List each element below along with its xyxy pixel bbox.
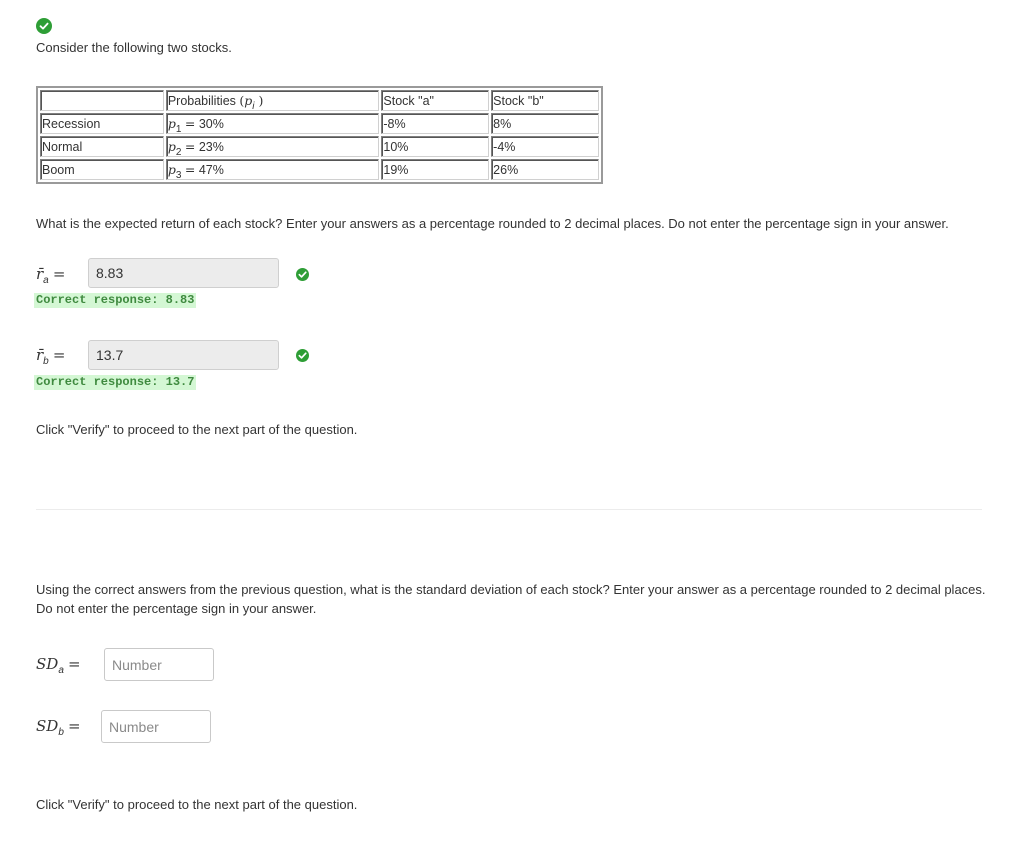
stocks-table xyxy=(36,86,603,184)
question-2-text: Using the correct answers from the previous question, what is the standard deviation of each stock? Enter your answer as a percentage rounded to 2 decimal places. Do not enter the percentage sign in your answer. xyxy=(36,582,986,616)
ra-correct-response: Correct response: 8.83 xyxy=(36,293,195,307)
rb-answer-field[interactable]: 13.7 xyxy=(88,340,279,370)
table-row xyxy=(40,136,599,157)
sda-input[interactable] xyxy=(104,648,214,681)
table-header-probabilities: Probabilities ($p_i$ ) xyxy=(166,90,380,111)
rb-correct-icon xyxy=(296,349,309,362)
ra-answer-field[interactable]: 8.83 xyxy=(88,258,279,288)
ra-label: $r̄_a$ = xyxy=(36,265,66,286)
table-cell-stock-b: 8% xyxy=(491,113,599,134)
rb-correct-response: Correct response: 13.7 xyxy=(36,375,195,389)
intro-text: Consider the following two stocks. xyxy=(36,40,232,55)
table-cell-probability: $p_2 = 23\%$ xyxy=(166,136,380,157)
sda-label: $SD_a$ = xyxy=(36,655,81,676)
table-cell-state: Boom xyxy=(40,159,164,180)
sdb-label: $SD_b$ = xyxy=(36,717,81,738)
sdb-input[interactable] xyxy=(101,710,211,743)
verify-instruction-1: Click "Verify" to proceed to the next part of the question. xyxy=(36,422,358,437)
table-cell-state: Normal xyxy=(40,136,164,157)
table-cell-stock-a: -8% xyxy=(381,113,489,134)
table-cell-stock-a: 19% xyxy=(381,159,489,180)
table-cell-probability: $p_3 = 47\%$ xyxy=(166,159,380,180)
table-cell-stock-b: 26% xyxy=(491,159,599,180)
table-cell-probability: $p_1 = 30\%$ xyxy=(166,113,380,134)
table-header-stock-a: Stock "a" xyxy=(381,90,489,111)
table-row xyxy=(40,159,599,180)
table-header-cell xyxy=(40,90,164,111)
section-divider xyxy=(36,509,982,510)
correct-status-icon xyxy=(36,18,52,34)
table-header-stock-b: Stock "b" xyxy=(491,90,599,111)
ra-correct-icon xyxy=(296,268,309,281)
table-cell-stock-a: 10% xyxy=(381,136,489,157)
table-row xyxy=(40,113,599,134)
question-1-text: What is the expected return of each stock? Enter your answers as a percentage rounded to 2 decimal places. Do not enter the percentage sign in your answer. xyxy=(36,216,949,231)
table-header-row xyxy=(40,90,599,111)
rb-label: $r̄_b$ = xyxy=(36,346,66,367)
table-cell-state: Recession xyxy=(40,113,164,134)
table-cell-stock-b: -4% xyxy=(491,136,599,157)
verify-instruction-2: Click "Verify" to proceed to the next part of the question. xyxy=(36,797,358,812)
